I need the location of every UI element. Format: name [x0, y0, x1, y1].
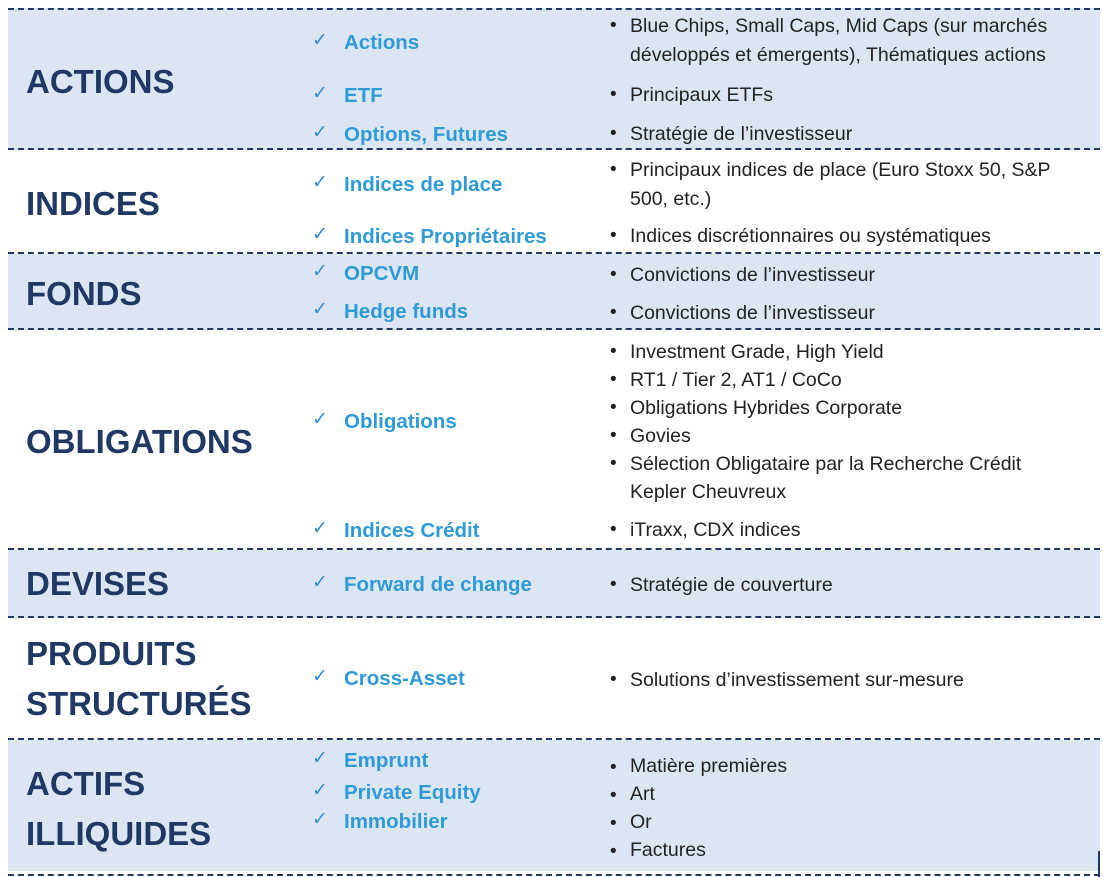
check-icon: ✓: [312, 779, 328, 801]
section-actions: [8, 8, 1100, 150]
desc-line: Matière premières: [630, 755, 788, 777]
item-immobilier: Immobilier: [344, 810, 448, 833]
desc-line: Principaux ETFs: [630, 84, 774, 106]
section-title-produits-line2: STRUCTURÉS: [26, 685, 252, 722]
desc-line: Art: [630, 783, 655, 805]
section-fonds: [8, 254, 1100, 330]
item-indices-credit: Indices Crédit: [344, 519, 480, 542]
bullet-icon: •: [610, 813, 617, 834]
desc-line: développés et émergents), Thématiques actions: [630, 44, 1046, 66]
item-opcvm: OPCVM: [344, 262, 420, 285]
bottom-divider: [8, 874, 1100, 876]
check-icon: ✓: [312, 571, 328, 593]
item-obligations: Obligations: [344, 410, 457, 433]
item-indices-de-place: Indices de place: [344, 173, 503, 196]
bullet-icon: •: [610, 341, 617, 362]
bullet-icon: •: [610, 425, 617, 446]
section-title-fonds: FONDS: [26, 275, 142, 312]
item-etf: ETF: [344, 84, 383, 107]
section-produits-structures: [8, 618, 1100, 740]
bullet-icon: •: [610, 757, 617, 778]
check-icon: ✓: [312, 223, 328, 245]
desc-line: Indices discrétionnaires ou systématiques: [630, 225, 991, 247]
section-title-produits-line1: PRODUITS: [26, 635, 197, 672]
desc-line: Govies: [630, 425, 691, 447]
section-title-actifs-line2: ILLIQUIDES: [26, 815, 212, 852]
section-title-obligations: OBLIGATIONS: [26, 423, 253, 460]
check-icon: ✓: [312, 29, 328, 51]
item-actions: Actions: [344, 31, 420, 54]
check-icon: ✓: [312, 808, 328, 830]
corner-mark: [1098, 851, 1100, 877]
check-icon: ✓: [312, 665, 328, 687]
bullet-icon: •: [610, 669, 617, 690]
check-icon: ✓: [312, 121, 328, 143]
bullet-icon: •: [610, 84, 617, 105]
desc-line: Obligations Hybrides Corporate: [630, 397, 903, 419]
bullet-icon: •: [610, 369, 617, 390]
check-icon: ✓: [312, 408, 328, 430]
section-title-indices: INDICES: [26, 185, 160, 222]
desc-line: Convictions de l’investisseur: [630, 264, 875, 286]
desc-line: Blue Chips, Small Caps, Mid Caps (sur marchés: [630, 15, 1048, 37]
section-title-actifs-line1: ACTIFS: [26, 765, 146, 802]
bullet-icon: •: [610, 302, 617, 323]
bullet-icon: •: [610, 841, 617, 862]
section-actifs-illiquides: [8, 740, 1100, 871]
bullet-icon: •: [610, 574, 617, 595]
bullet-icon: •: [610, 264, 617, 285]
check-icon: ✓: [312, 298, 328, 320]
desc-line: Solutions d’investissement sur-mesure: [630, 669, 964, 691]
desc-line: Investment Grade, High Yield: [630, 341, 884, 363]
item-options-futures: Options, Futures: [344, 123, 508, 146]
check-icon: ✓: [312, 82, 328, 104]
bullet-icon: •: [610, 519, 617, 540]
item-forward-de-change: Forward de change: [344, 573, 532, 596]
desc-line: Or: [630, 811, 652, 833]
item-indices-proprietaires: Indices Propriétaires: [344, 225, 547, 248]
bullet-icon: •: [610, 123, 617, 144]
section-title-actions: ACTIONS: [26, 63, 175, 100]
section-obligations: [8, 330, 1100, 550]
desc-line: Stratégie de l’investisseur: [630, 123, 853, 145]
check-icon: ✓: [312, 171, 328, 193]
check-icon: ✓: [312, 747, 328, 769]
item-emprunt: Emprunt: [344, 749, 429, 772]
desc-line: iTraxx, CDX indices: [630, 519, 801, 541]
desc-line: Factures: [630, 839, 706, 861]
check-icon: ✓: [312, 517, 328, 539]
desc-line: Kepler Cheuvreux: [630, 481, 787, 503]
item-private-equity: Private Equity: [344, 781, 481, 804]
bullet-icon: •: [610, 785, 617, 806]
item-hedge-funds: Hedge funds: [344, 300, 469, 323]
desc-line: Stratégie de couverture: [630, 574, 833, 596]
bullet-icon: •: [610, 15, 617, 36]
section-indices: [8, 150, 1100, 254]
desc-line: Sélection Obligataire par la Recherche Crédit: [630, 453, 1022, 475]
bullet-icon: •: [610, 453, 617, 474]
section-devises: [8, 550, 1100, 618]
bullet-icon: •: [610, 159, 617, 180]
desc-line: 500, etc.): [630, 188, 712, 210]
section-title-devises: DEVISES: [26, 565, 170, 602]
desc-line: RT1 / Tier 2, AT1 / CoCo: [630, 369, 842, 391]
bullet-icon: •: [610, 397, 617, 418]
check-icon: ✓: [312, 260, 328, 282]
item-cross-asset: Cross-Asset: [344, 667, 465, 690]
desc-line: Convictions de l’investisseur: [630, 302, 875, 324]
bullet-icon: •: [610, 225, 617, 246]
desc-line: Principaux indices de place (Euro Stoxx 50, S&P: [630, 159, 1051, 181]
